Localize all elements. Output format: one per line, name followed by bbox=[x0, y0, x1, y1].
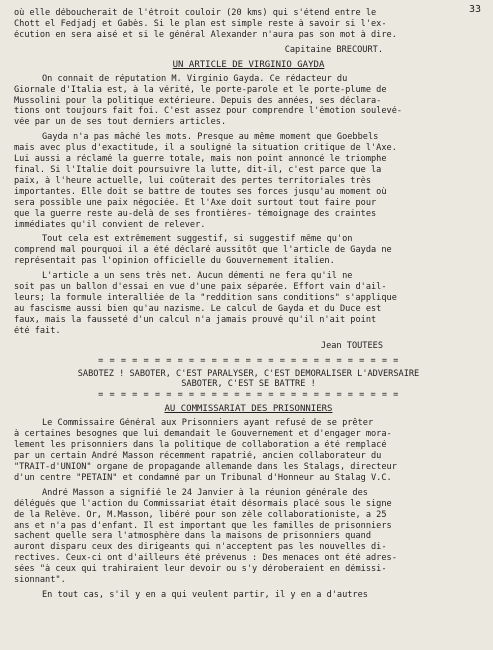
text-line: paix, à l'heure actuelle, lui coûterait des pertes territoriales très bbox=[14, 175, 371, 186]
text-line: sées "à ceux qui trahiraient leur devoir ou s'y déroberaient en démissi- bbox=[14, 564, 387, 575]
text-line: "TRAIT-d'UNION" organe de propagande allemande dans les Stalags, directeur bbox=[14, 462, 397, 472]
text-line: Gayda n'a pas mâché les mots. Presque au même moment que Goebbels bbox=[42, 132, 379, 143]
separator-line: = = = = = = = = = = = = = = = = = = = = = = = = = = = bbox=[98, 355, 399, 366]
text-line: soit pas un ballon d'essai en vue d'une paix séparée. Effort vain d'ail- bbox=[14, 282, 387, 293]
text-line: mais avec plus d'exactitude, il a souligné la situation critique de l'Axe. bbox=[14, 143, 397, 154]
text-line: écution en sera aisé et si le général Alexander n'aura pas son mot à dire. bbox=[14, 29, 397, 40]
text-line: Lui aussi a réclamé la guerre totale, mais non point annoncé le triomphe bbox=[14, 154, 387, 165]
text-line: délégués que l'action du Commissariat était désormais placé sous le signe bbox=[14, 498, 392, 509]
intro-paragraph bbox=[14, 8, 483, 41]
text-line: On connait de réputation M. Virginio Gayda. Ce rédacteur du bbox=[42, 73, 348, 84]
text-line: de la Relève. Or, M.Masson, libéré pour son zèle collaborationiste, a 25 bbox=[14, 509, 387, 520]
text-line: par un certain André Masson récemment rapatrié, ancien collaborateur du bbox=[14, 451, 382, 462]
signature-brecourt: Capitaine BRECOURT. bbox=[284, 44, 383, 55]
text-line: lement les prisonniers dans la politique de collaboration a été remplacé bbox=[14, 440, 387, 451]
text-line: leurs; la formule interalliée de la "reddition sans conditions" s'applique bbox=[14, 292, 397, 303]
text-line: En tout cas, s'il y en a qui veulent partir, il y en a d'autres bbox=[42, 589, 368, 600]
text-line: L'article a un sens très net. Aucun démenti ne fera qu'il ne bbox=[42, 271, 353, 282]
text-line: André Masson a signifié le 24 Janvier à la réunion générale des bbox=[42, 487, 368, 498]
paragraph bbox=[14, 418, 483, 483]
text-line: sachent quelle sera l'atmosphère dans la maisons de prisonniers quand bbox=[14, 531, 371, 542]
text-line: d'un centre "PETAIN" et condamné par un Tribunal d'Honneur au Stalag V.C. bbox=[14, 472, 392, 483]
text-line: représentait pas l'opinion officielle du Gouvernement italien. bbox=[14, 256, 335, 267]
paragraph bbox=[14, 234, 483, 267]
text-line: que la guerre reste au-delà de ses frontières- témoignage des craintes bbox=[14, 208, 377, 219]
text-line: ans et n'a pas d'enfant. Il est important que les familles de prisonniers bbox=[14, 520, 392, 531]
separator-line: = = = = = = = = = = = = = = = = = = = = = = = = = = = bbox=[98, 390, 399, 401]
text-line: immédiates qu'il convient de relever. bbox=[14, 219, 206, 230]
text-line: Mussolini pour la politique extérieure. Depuis des années, ses déclara- bbox=[14, 95, 382, 106]
text-line: Chott el Fedjadj et Gabès. Si le plan est simple reste à savoir si l'ex- bbox=[14, 18, 387, 29]
text-line: Tout cela est extrêmement suggestif, si suggestif même qu'on bbox=[42, 234, 353, 245]
section-title-gayda: UN ARTICLE DE VIRGINIO GAYDA bbox=[172, 59, 325, 70]
text-line: sionnant". bbox=[14, 575, 66, 586]
section-title-prisonniers: AU COMMISSARIAT DES PRISONNIERS bbox=[164, 404, 333, 415]
text-line: sera possible une paix négociée. Et l'Axe doit surtout tout faire pour bbox=[14, 197, 377, 208]
text-line: faux, mais la fausseté d'un calcul n'a jamais prouvé qu'il n'ait point bbox=[14, 314, 377, 325]
text-line: à certaines besognes que lui demandait le Gouvernement et d'engager mora- bbox=[14, 429, 392, 440]
text-line: vée par un de ses tout derniers articles. bbox=[14, 117, 227, 128]
paragraph bbox=[14, 74, 483, 129]
text-line: Giornale d'Italia est, à la vérité, le porte-parole et le porte-plume de bbox=[14, 84, 387, 95]
paragraph bbox=[14, 488, 483, 586]
paragraph bbox=[14, 590, 483, 601]
text-line: au fascisme aussi bien qu'au nazisme. Le calcul de Gayda et du Duce est bbox=[14, 303, 382, 314]
page-number: 33 bbox=[468, 4, 481, 15]
text-line: tions ont toujours fait foi. C'est assez pour comprendre l'émotion soulevé- bbox=[14, 106, 403, 117]
signature-touteees: Jean TOUTEES bbox=[320, 340, 383, 351]
paragraph bbox=[14, 132, 483, 230]
text-line: importantes. Elle doit se battre de toutes ses forces jusqu'au moment où bbox=[14, 186, 387, 197]
slogan-line: SABOTEZ ! SABOTER, C'EST PARALYSER, C'EST DEMORALISER L'ADVERSAIRE bbox=[77, 368, 420, 379]
slogan-line: SABOTER, C'EST SE BATTRE ! bbox=[181, 379, 316, 390]
text-line: où elle déboucherait de l'étroit couloir (20 kms) qui s'étend entre le bbox=[14, 8, 377, 18]
text-line: final. Si l'Italie doit poursuivre la lutte, dit-il, c'est parce que la bbox=[14, 164, 382, 175]
text-line: Le Commissaire Général aux Prisonniers ayant refusé de se prêter bbox=[42, 418, 374, 429]
text-line: rectives. Ceux-ci ont d'ailleurs été prévenus : Des menaces ont été adres- bbox=[14, 553, 397, 564]
text-line: été fait. bbox=[14, 325, 61, 336]
text-line: comprend mal pourquoi il a été déclaré aussitôt que l'article de Gayda ne bbox=[14, 245, 392, 256]
paragraph bbox=[14, 271, 483, 336]
text-line: auront disparu ceux des dirigeants qui n'acceptent pas les nouvelles di- bbox=[14, 542, 387, 553]
